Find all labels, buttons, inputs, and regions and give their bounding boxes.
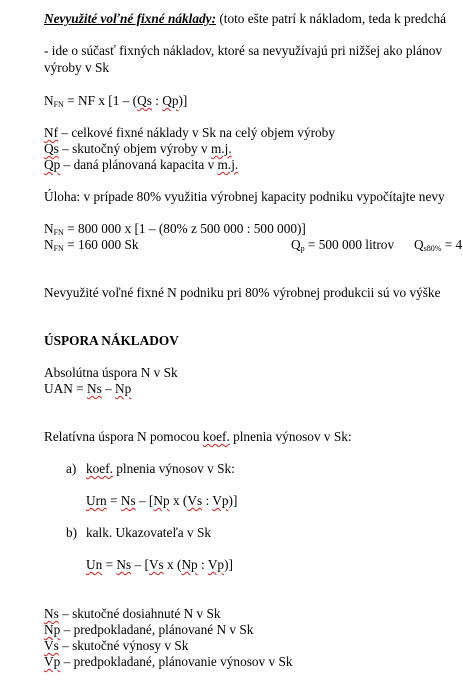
def-ns-symbol: Ns [44,606,59,621]
item-a-vs: Vs [187,493,203,508]
item-b-ns: Ns [116,557,132,572]
def-vs [44,638,188,654]
item-a-close: )] [228,493,238,508]
def-qs-text: – skutočný objem výroby v [58,141,211,156]
item-a-formula [86,493,237,509]
absolute-formula [44,381,131,397]
item-b-colon: : [197,557,208,572]
relative-label-post: plnenia výnosov v Sk: [229,429,352,444]
item-a-vp: Vp [212,493,229,508]
item-a-text [86,461,235,477]
absolute-np: Np [115,381,132,396]
item-a-urn: Urn [86,493,107,508]
section-title: ÚSPORA NÁKLADOV [44,333,179,348]
calc-qs80-q: Q [414,237,424,252]
def-ns-text: – skutočné dosiahnuté N v Sk [58,606,221,621]
absolute-dash: – [101,381,116,396]
item-b-close: )] [224,557,233,572]
calc2-rest: = 160 000 Sk [63,237,139,252]
def-np [44,622,253,638]
def-qs-unit: m.j. [210,141,232,156]
calc-qs80-rest: = 4 [441,237,463,252]
item-a-eq: = [106,493,121,508]
def-ns [44,606,221,622]
def-qp-unit: m.j. [217,157,239,172]
item-a-np: Np [153,493,170,508]
conclusion-text: Nevyužité voľné fixné N podniku pri 80% výrobnej produkcii sú vo výške [44,285,441,300]
calc-line2 [44,237,139,257]
formula-qp: Qp [162,93,179,108]
intro-heading-line [44,11,446,27]
item-b-np: Np [181,557,198,572]
item-b-x: x ( [163,557,182,572]
item-b-vs: Vs [148,557,164,572]
item-b-text: kalk. Ukazovateľa v Sk [86,525,212,540]
item-b-mid: – [ [131,557,149,572]
item-a-label: plnenia výnosov v Sk: [112,461,235,476]
item-b-eq: = [102,557,117,572]
def-nf [44,125,335,141]
calc-qp-q: Q [291,237,301,252]
item-a-x: x ( [169,493,188,508]
formula-qs: Qs [137,93,152,108]
formula-colon: : [151,93,163,108]
task-text: Úloha: v prípade 80% využitia výrobnej kapacity podniku vypočítajte nevy [44,189,445,204]
absolute-ns: Ns [86,381,102,396]
absolute-label: Absolútna úspora N v Sk [44,365,178,380]
item-a-koef: koef. [86,461,113,476]
def-nf-text: – celkové fixné náklady v Sk na celý objem výroby [58,125,335,140]
intro-heading: Nevyužité voľné fixné náklady: [44,11,216,26]
item-b-un: Un [86,557,103,572]
def-qs-symbol: Qs [44,141,59,156]
relative-label [44,429,352,445]
def-qp-symbol: Qp [44,157,61,172]
calc-qs80 [414,237,462,257]
formula-fn-subscript: FN [53,100,64,109]
item-a-ns: Ns [120,493,136,508]
def-vs-text: – skutočné výnosy v Sk [58,638,189,653]
intro-heading-rest: (toto ešte patrí k nákladom, teda k predchá [216,11,447,26]
item-b-vp: Vp [207,557,225,572]
def-np-symbol: Np [44,622,61,637]
def-qp [44,157,238,173]
calc1-n: N [44,221,54,236]
item-a-mid: – [ [135,493,154,508]
relative-koef: koef. [202,429,230,444]
def-np-text: – predpokladané, plánované N v Sk [60,622,254,637]
calc-qp-subscript: p [300,244,305,253]
calc-qs80-subscript: s80% [423,244,442,253]
formula-n: N [44,93,54,108]
item-a-colon: : [202,493,213,508]
calc-qp [291,237,394,257]
def-nf-symbol: Nf [44,125,59,140]
formula-eq: = NF x [1 – ( [63,93,138,108]
calc-qp-rest: = 500 000 litrov [304,237,395,252]
calc1-rest: = 800 000 x [1 – (80% z 500 000 : 500 000)] [63,221,306,236]
def-vp [44,654,293,670]
calc2-fn-subscript: FN [53,244,64,253]
formula-nfn [44,93,187,113]
item-a-marker: a) [66,461,77,476]
def-vs-symbol: Vs [44,638,59,653]
absolute-formula-pre: UAN = [44,381,87,396]
def-qp-text: – daná plánovaná kapacita v [60,157,218,172]
relative-label-pre: Relatívna úspora N pomocou [44,429,203,444]
item-b-marker: b) [66,525,78,540]
calc1-fn-subscript: FN [53,228,64,237]
def-qs [44,141,232,157]
def-vp-symbol: Vp [44,654,61,669]
calc2-n: N [44,237,54,252]
item-b-formula [86,557,233,573]
def-vp-text: – predpokladané, plánovanie výnosov v Sk [60,654,293,669]
intro-desc-line2: výroby v Sk [44,60,110,75]
intro-desc-line1: - ide o súčasť fixných nákladov, ktoré sa nevyužívajú pri nižšej ako plánov [44,43,443,58]
formula-close: )] [178,93,188,108]
